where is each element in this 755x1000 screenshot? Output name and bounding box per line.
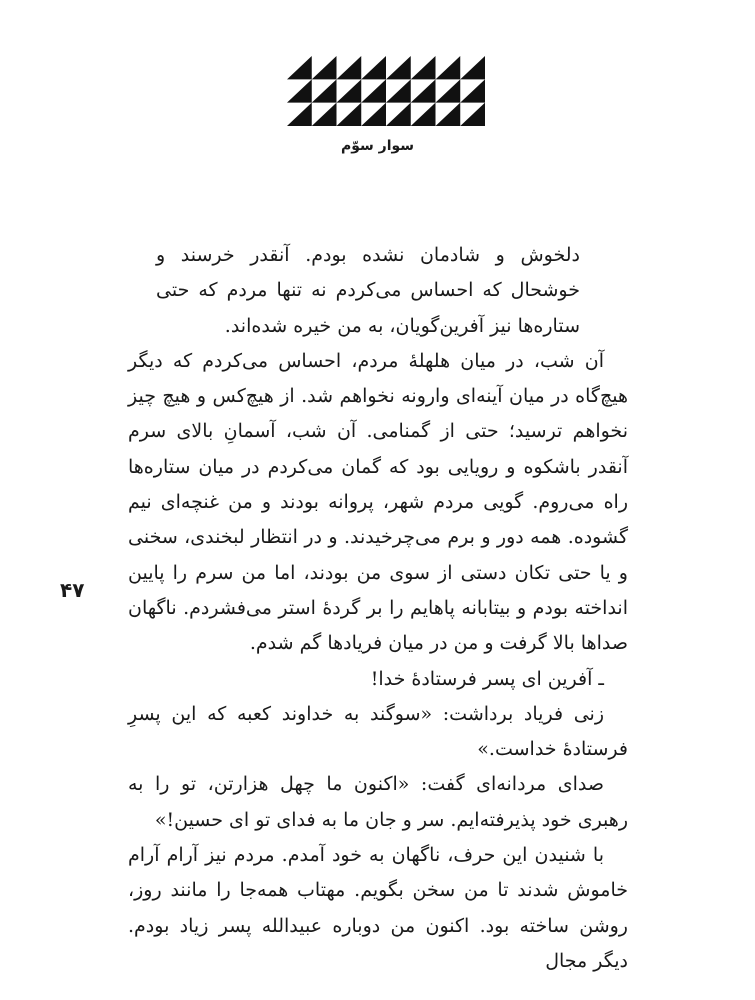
- ornament-triangle: [361, 79, 386, 102]
- ornament-triangle: [337, 79, 362, 102]
- ornament-triangle: [436, 56, 461, 79]
- ornament-triangle: [460, 103, 485, 126]
- triangle-ornament: [287, 56, 485, 126]
- ornament-triangle: [460, 79, 485, 102]
- ornament-triangle: [287, 103, 312, 126]
- ornament-triangle: [386, 56, 411, 79]
- ornament-triangle: [312, 79, 337, 102]
- paragraph-6: با شنیدن این حرف، ناگهان به خود آمدم. مردم نیز آرام آرام خاموش شدند تا من سخن بگویم. مهتاب همه‌جا را مانند روز، روشن ساخته بود. اکنون من دوباره عبیدالله پسر زیاد بودم. دیگر مجال: [128, 844, 628, 972]
- ornament-triangle: [287, 56, 312, 79]
- ornament-triangle: [337, 103, 362, 126]
- paragraph-2: آن شب، در میان هلهلهٔ مردم، احساس می‌کردم که دیگر هیچ‌گاه در میان آینه‌ای وارونه نخواهم شد. از هیچ‌کس و هیچ چیز نخواهم ترسید؛ حتی از گمنامی. آن شب، آسمانِ بالای سرم آنقدر باشکوه و رویایی بود که گمان می‌کردم در میان ستاره‌ها راه می‌روم. گویی مردم شهر، پروانه بودند و من غنچه‌ای نیم گشوده. همه دور و برم می‌چرخیدند. و در انتظار لبخندی، سخنی و یا حتی تکان دستی از سوی من بودند، اما من سرم را پایین انداخته بودم و بیتابانه پاهایم را بر گردهٔ استر می‌فشردم. ناگهان صداها بالا گرفت و من در میان فریادها گم شدم.: [128, 349, 628, 655]
- ornament-triangle: [436, 79, 461, 102]
- ornament-triangle: [312, 56, 337, 79]
- ornament-triangle: [411, 103, 436, 126]
- ornament-triangle: [312, 103, 337, 126]
- ornament-triangle: [411, 79, 436, 102]
- section-title: سوار سوّم: [340, 138, 415, 154]
- paragraph-3: ـ آفرین ای پسر فرستادهٔ خدا!: [370, 667, 604, 690]
- ornament-triangle: [386, 103, 411, 126]
- ornament-triangle: [361, 103, 386, 126]
- page-number: ۴۷: [60, 578, 85, 602]
- ornament-triangle: [361, 56, 386, 79]
- ornament-triangle: [386, 79, 411, 102]
- body-text: [128, 238, 628, 979]
- ornament-triangle: [411, 56, 436, 79]
- paragraph-1: دلخوش و شادمان نشده بودم. آنقدر خرسند و خوشحال که احساس می‌کردم نه تنها مردم که حتی ستاره‌ها نیز آفرین‌گویان، به من خیره شده‌اند.: [156, 244, 580, 337]
- paragraph-4: زنی فریاد برداشت: «سوگند به خداوند کعبه که این پسرِ فرستادهٔ خداست.»: [128, 702, 628, 761]
- ornament-triangle: [436, 103, 461, 126]
- ornament-triangle: [337, 56, 362, 79]
- paragraph-5: صدای مردانه‌ای گفت: «اکنون ما چهل هزارتن، تو را به رهبری خود پذیرفته‌ایم. سر و جان ما به فدای تو ای حسین!»: [128, 773, 628, 831]
- ornament-triangle: [287, 79, 312, 102]
- ornament-triangle: [460, 56, 485, 79]
